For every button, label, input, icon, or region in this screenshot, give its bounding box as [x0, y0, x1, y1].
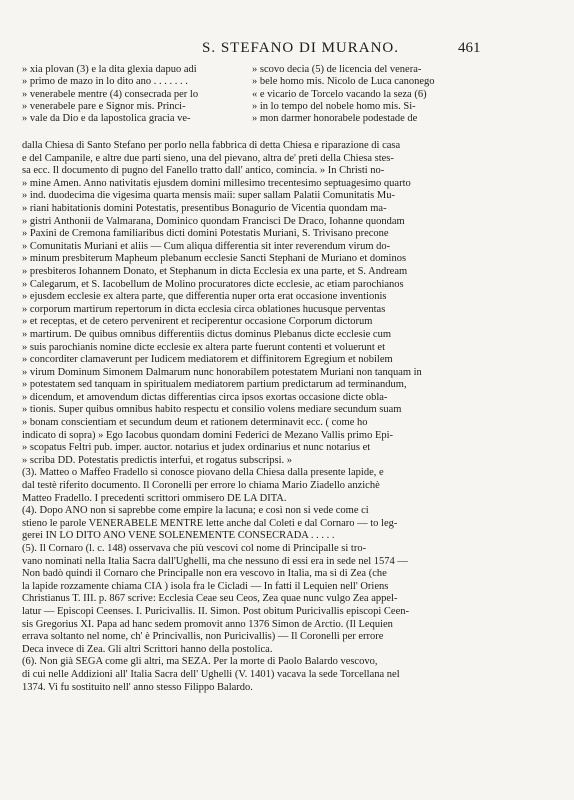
footnote-line: Deca invece di Zea. Gli altri Scrittori hanno della postolica.: [22, 643, 273, 655]
page-number: 461: [458, 40, 481, 56]
footnote-line: la lapide rozzamente chiama CIA ) isola fra le Cicladi — In fatti il Lequien nell' Oriens: [22, 580, 389, 592]
footnote-4: [22, 505, 500, 543]
text-line: » presbiteros Iohannem Donato, et Stephanum in dicta Ecclesia ex una parte, et S. Andream: [22, 265, 408, 277]
text-line: dalla Chiesa di Santo Stefano per porlo nella fabbrica di detta Chiesa e riparazione di casa: [22, 140, 401, 151]
footnote-line: (6). Non già SEGA come gli altri, ma SEZA. Per la morte di Paolo Balardo vescovo,: [22, 656, 378, 668]
footnote-line: vano nominati nella Italia Sacra dall'Ughelli, ma che nessuno di essi era in sede nel 1574 —: [22, 555, 408, 567]
text-line: » dicendum, et amovendum dictas differentias circa ipsos exortas occasione dicte obla-: [22, 391, 388, 403]
inscription-line: » xia plovan (3) e la dita glexia dapuo adi: [22, 64, 197, 75]
text-line: » potestatem sed tanquam in spiritualem mediatorem partium predictarum ad terminandum,: [22, 379, 407, 391]
footnote-line: latur — Episcopi Ceenses. I. Puricivallis. II. Simon. Post obitum Puricivallis episcopi Ceen-: [22, 605, 409, 617]
footnote-line: (5). Il Cornaro (l. c. 148) osservava che più vescovi col nome di Principalle si tro-: [22, 543, 367, 554]
inscription-line: » venerabele pare e Signor mis. Princi-: [22, 100, 186, 112]
text-line: » virum Dominum Simonem Dalmarum nunc honorabilem potestatem Muriani non tanquam in: [22, 366, 422, 378]
text-line: » gistri Anthonii de Valmarana, Dominico quondam Francisci De Draco, Iohanne quondam: [22, 215, 405, 227]
inscription-line: « e vicario de Torcelo vacando la seza (6): [252, 88, 427, 100]
running-title: S. STEFANO DI MURANO.: [202, 40, 399, 56]
document-paragraph: [22, 140, 500, 467]
inscription-line: » primo de mazo in lo dito ano . . . . . . .: [22, 76, 188, 88]
text-line: » tionis. Super quibus omnibus habito respectu et consilio volens mediare secundum suam: [22, 404, 402, 416]
footnote-line: (4). Dopo ANO non si saprebbe come empire la lacuna; e così non si vede come ci: [22, 505, 369, 517]
text-line: » Calegarum, et S. Iacobellum de Molino procuratores dicte ecclesie, ac etiam parochianos: [22, 278, 404, 290]
inscription-line: » scovo decia (5) de licencia del venera-: [252, 64, 422, 75]
text-line: e del Campanile, e altre due parti sieno, una del pievano, altra de' preti della Chiesa stes-: [22, 152, 394, 164]
text-line: » minum presbiterum Mapheum plebanum ecclesie Sancti Stephani de Muriano et dominos: [22, 253, 407, 265]
text-line: » bonam conscientiam et secundum deum et rationem determinavit ecc. ( come ho: [22, 417, 368, 429]
footnote-line: Christianus T. III. p. 867 scrive: Ecclesia Ceae seu Ceos, Zea quae nunc vulgo Zea appel-: [22, 593, 398, 605]
footnote-line: di cui nelle Addizioni all' Italia Sacra dell' Ughelli (V. 1401) vacava la sede Torcellana nel: [22, 668, 400, 680]
inscription-line: » vale da Dio e da lapostolica gracia ve-: [22, 113, 191, 125]
inscription-line: » bele homo mis. Nicolo de Luca canonego: [252, 76, 435, 88]
footnote-line: Non badò quindi il Cornaro che Principalle non era vescovo in Italia, ma si di Zea (che: [22, 568, 387, 580]
text-line: » suis parochianis nomine dicte ecclesie ex altera parte fuerunt contenti et voluerunt et: [22, 341, 385, 353]
text-line: » concorditer clamaverunt per Iudicem mediatorem et diffinitorem Egregium et nobilem: [22, 354, 393, 366]
footnote-line: errava soltanto nel nome, ch' è Princivallis, non Puricivallis) — Il Coronelli per errore: [22, 631, 384, 643]
page-header: [20, 40, 481, 62]
text-line: » Comunitatis Muriani et aliis — Cum aliqua differentia sit inter reverendum virum do-: [22, 240, 391, 252]
footnote-line: dal testè riferito documento. Il Coronelli per errore lo chiama Mario Ziadello anzichè: [22, 480, 380, 492]
text-line: » Paxini de Cremona familiaribus dicti domini Potestatis Muriani, S. Trivisano precone: [22, 228, 389, 240]
text-line: indicato di sopra) » Ego Iacobus quondam domini Federici de Mezano Vallis primo Epi-: [22, 429, 394, 441]
footnote-6: [22, 656, 500, 694]
footnote-line: stieno le parole VENERABELE MENTRE lette anche dal Coleti e dal Cornaro — to leg-: [22, 517, 398, 529]
text-line: » ejusdem ecclesie ex altera parte, que differentia nuper orta erat occasione inventionis: [22, 291, 387, 303]
inscription-line: » in lo tempo del nobele homo mis. Si-: [252, 100, 416, 112]
footnote-line: (3). Matteo o Maffeo Fradello si conosce piovano della Chiesa dalla presente lapide, e: [22, 467, 384, 479]
footnote-3: [22, 467, 500, 505]
text-line: » riani habitationis domini Potestatis, presentibus Bonagurio de Vicentia quondam ma-: [22, 202, 387, 214]
inscription-line: » venerabele mentre (4) consecrada per lo: [22, 88, 199, 100]
text-line: » ind. duodecima die vigesima quarta mensis maii: super sallam Palatii Comunitatis Mu-: [22, 190, 395, 202]
footnote-line: Matteo Fradello. I precedenti scrittori ommisero DE LA DITA.: [22, 492, 287, 504]
main-text: [22, 140, 500, 694]
text-line: » scriba DD. Potestatis predictis interfui, et rogatus subscripsi. »: [22, 454, 293, 466]
footnote-5: [22, 543, 500, 656]
footnote-line: gerei IN LO DITO ANO VENE SOLENEMENTE CONSECRADA . . . . .: [22, 530, 335, 542]
inscription-line: » mon darmer honorabele podestade de: [252, 113, 418, 125]
text-line: » corporum martirum repertorum in dicta ecclesia circa oblationes hucusque perventas: [22, 303, 386, 315]
inscription-column-right: [252, 64, 484, 125]
text-line: » scopatus Feltri pub. imper. auctor. notarius et judex ordinarius et nunc notarius et: [22, 442, 371, 454]
footnote-line: sis Gregorius XI. Papa ad hanc sedem promovit anno 1376 Simon de Arctio. (Il Lequien: [22, 618, 393, 630]
text-line: sa ecc. Il documento di pugno del Fanello tratto dall' antico, comincia. » In Christi no-: [22, 165, 385, 177]
text-line: » mine Amen. Anno nativitatis ejusdem domini millesimo trecentesimo septuagesimo quarto: [22, 177, 411, 189]
text-line: » et receptas, et de cetero pervenirent et reciperentur occasione Corporum dictorum: [22, 316, 373, 328]
inscription-column-left: [22, 64, 252, 125]
footnote-line: 1374. Vi fu sostituito nell' anno stesso Filippo Balardo.: [22, 681, 253, 693]
text-line: » martirum. De quibus omnibus differentiis dictus dominus Plebanus dicte ecclesie cum: [22, 328, 391, 340]
